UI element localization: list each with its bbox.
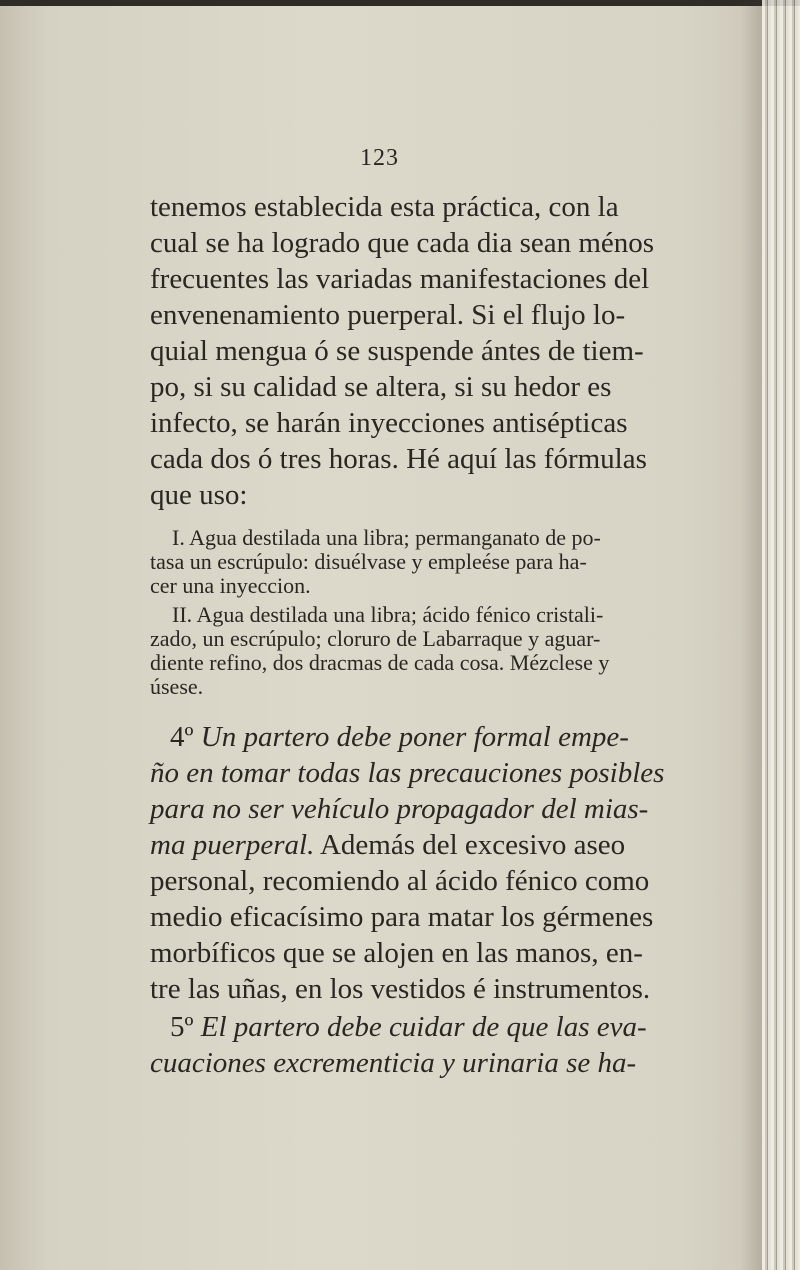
paragraph-line: cada dos ó tres horas. Hé aquí las fórmulas (150, 443, 647, 475)
rule-number: 4º (170, 721, 194, 753)
paragraph-line: medio eficacísimo para matar los gérmenes (150, 901, 654, 933)
page-edge-stack (762, 0, 800, 1270)
formula-line: diente refino, dos dracmas de cada cosa. Mézclese y (150, 650, 610, 675)
paragraph-line: po, si su calidad se altera, si su hedor es (150, 371, 612, 403)
rule-heading: El partero debe cuidar de que las eva- (200, 1011, 647, 1043)
paragraph-line: que uso: (150, 479, 248, 511)
rule-body-start: Además del excesivo aseo (314, 829, 626, 861)
rule-paragraph (170, 1010, 647, 1044)
rule-number: 5º (170, 1011, 194, 1043)
paragraph-line: quial mengua ó se suspende ántes de tiem- (150, 335, 644, 367)
paragraph-line: tre las uñas, en los vestidos é instrumentos. (150, 973, 651, 1005)
paragraph-line: cual se ha logrado que cada dia sean ménos (150, 227, 655, 259)
rule-paragraph (170, 720, 629, 754)
paragraph-line: morbíficos que se alojen en las manos, en- (150, 937, 643, 969)
rule-mixed-line (150, 828, 625, 862)
page-number: 123 (360, 145, 399, 171)
top-edge-shadow (0, 0, 800, 6)
formula-line: cer una inyeccion. (150, 573, 311, 598)
paragraph-line: infecto, se harán inyecciones antisépticas (150, 407, 628, 439)
rule-heading-line: cuaciones excrementicia y urinaria se ha- (150, 1047, 637, 1079)
rule-heading-line: ño en tomar todas las precauciones posibles (150, 757, 665, 789)
formula-line: I. Agua destilada una libra; permanganato de po- (172, 525, 601, 550)
formula-line: II. Agua destilada una libra; ácido fénico cristali- (172, 602, 604, 627)
formula-line: tasa un escrúpulo: disuélvase y empleése para ha- (150, 549, 587, 574)
paragraph-line: tenemos establecida esta práctica, con la (150, 191, 619, 223)
rule-heading: Un partero debe poner formal empe- (200, 721, 629, 753)
formula-line: úsese. (150, 674, 204, 699)
rule-heading-end: ma puerperal. (150, 829, 315, 861)
gutter-shadow (740, 0, 762, 1270)
paragraph-line: personal, recomiendo al ácido fénico como (150, 865, 650, 897)
paragraph-line: frecuentes las variadas manifestaciones del (150, 263, 650, 295)
paragraph-line: envenenamiento puerperal. Si el flujo lo- (150, 299, 626, 331)
formula-line: zado, un escrúpulo; cloruro de Labarraque y aguar- (150, 626, 601, 651)
rule-heading-line: para no ser vehículo propagador del mias- (150, 793, 649, 825)
